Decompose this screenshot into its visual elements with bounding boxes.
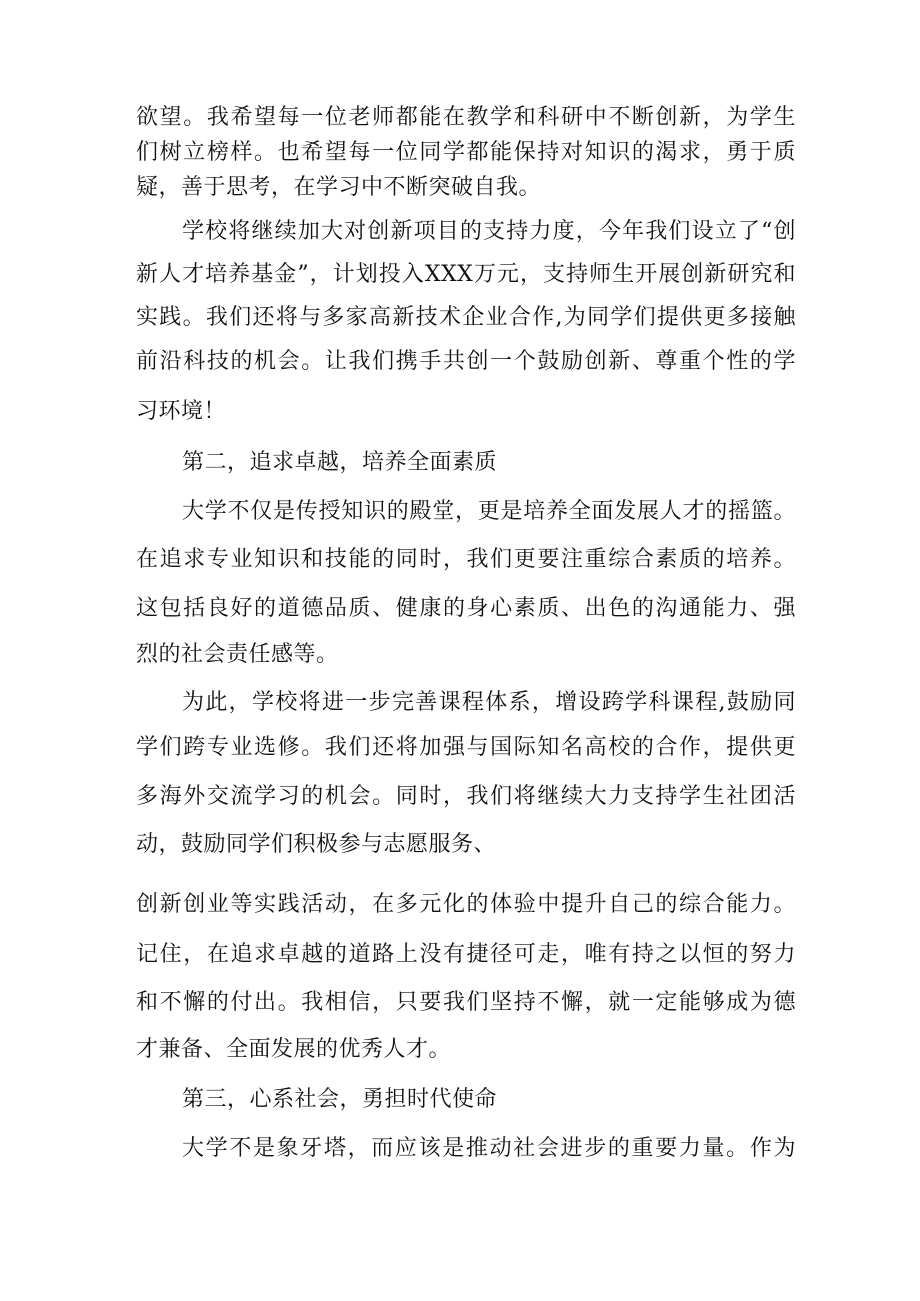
text-line: 学们跨专业选修。我们还将加强与国际知名高校的合作，提供更: [136, 735, 796, 760]
text-line: 记住，在追求卓越的道路上没有捷径可走，唯有持之以恒的努力: [136, 942, 796, 967]
text-line: 新人才培养基金”，计划投入XXX万元，支持师生开展创新研究和: [136, 262, 796, 287]
text-line: 和不懈的付出。我相信，只要我们坚持不懈，就一定能够成为德: [136, 990, 796, 1015]
paragraph-first-line: 学校将继续加大对创新项目的支持力度，今年我们设立了“创: [182, 219, 796, 244]
text-line: 创新创业等实践活动，在多元化的体验中提升自己的综合能力。: [136, 892, 796, 917]
paragraph-first-line: 大学不仅是传授知识的殿堂，更是培养全面发展人才的摇篮。: [182, 499, 796, 524]
text-line: 前沿科技的机会。让我们携手共创一个鼓励创新、尊重个性的学: [136, 349, 796, 374]
text-line: 欲望。我希望每一位老师都能在教学和科研中不断创新，为学生: [136, 105, 796, 130]
text-line: 才兼备、全面发展的优秀人才。: [136, 1037, 452, 1062]
text-line: 动，鼓励同学们积极参与志愿服务、: [136, 832, 497, 857]
text-line: 在追求专业知识和技能的同时，我们更要注重综合素质的培养。: [136, 547, 796, 572]
paragraph-first-line: 大学不是象牙塔，而应该是推动社会进步的重要力量。作为: [182, 1136, 796, 1161]
text-line: 这包括良好的道德品质、健康的身心素质、出色的沟通能力、强: [136, 596, 796, 621]
text-line: 疑，善于思考，在学习中不断突破自我。: [136, 175, 542, 200]
section-heading: 第三，心系社会，勇担时代使命: [182, 1087, 498, 1112]
text-line: 烈的社会责任感等。: [136, 642, 339, 667]
text-line: 实践。我们还将与多家高新技术企业合作,为同学们提供更多接触: [136, 305, 796, 330]
section-heading: 第二，追求卓越，培养全面素质: [182, 450, 498, 475]
text-line: 们树立榜样。也希望每一位同学都能保持对知识的渴求，勇于质: [136, 140, 796, 165]
paragraph-first-line: 为此，学校将进一步完善课程体系，增设跨学科课程,鼓励同: [182, 690, 796, 715]
text-line: 多海外交流学习的机会。同时，我们将继续大力支持学生社团活: [136, 784, 796, 809]
text-line: 习环境！: [136, 399, 227, 424]
